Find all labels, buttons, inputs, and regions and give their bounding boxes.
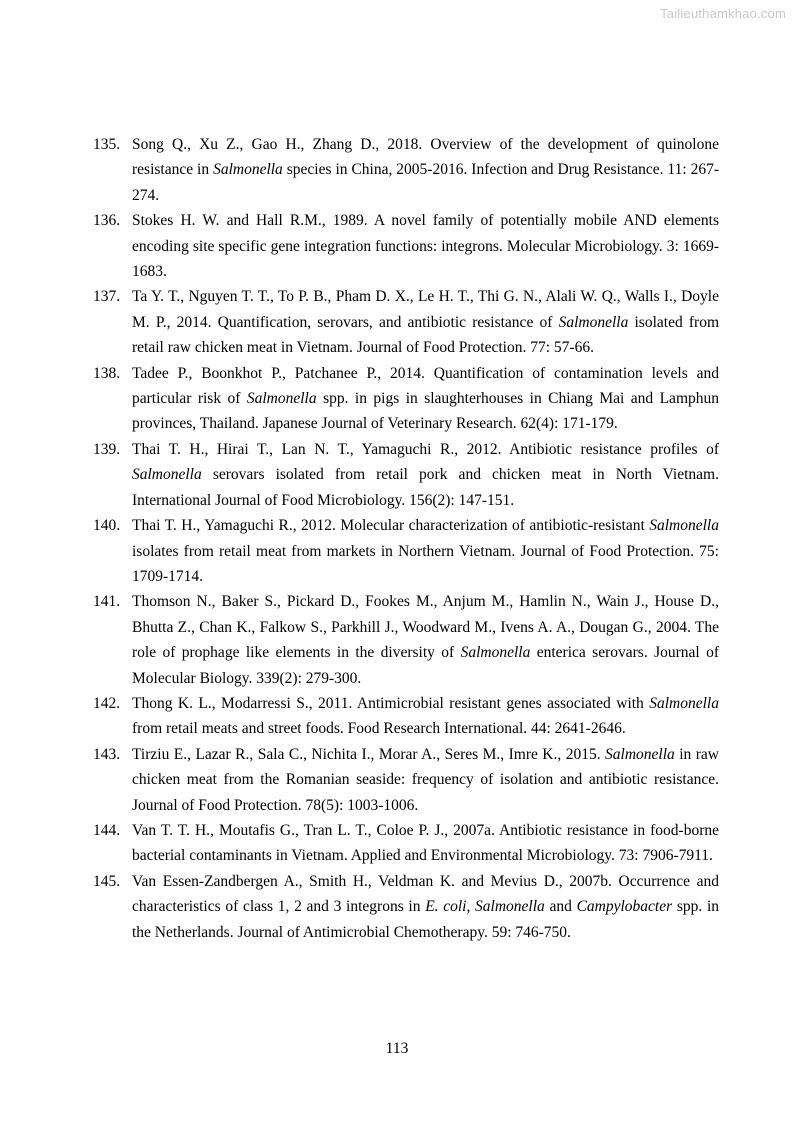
reference-text-segment: in raw chicken meat from the Romanian seaside: frequency of isolation and antibiotic resistance. Journal of Food Protection. 78(5): 1003-1006. xyxy=(132,745,719,814)
reference-item xyxy=(93,742,719,818)
reference-text xyxy=(132,593,719,686)
reference-text-segment: spp. in the Netherlands. Journal of Antimicrobial Chemotherapy. 59: 746-750. xyxy=(132,898,720,941)
reference-text-segment: Tirziu E., Lazar R., Sala C., Nichita I., Morar A., Seres M., Imre K., 2015. xyxy=(132,745,606,763)
reference-list xyxy=(93,132,719,945)
reference-number: 139. xyxy=(93,440,121,458)
reference-number: 142. xyxy=(93,694,121,712)
reference-text-segment: serovars isolated from retail pork and chicken meat in North Vietnam. International Journal of Food Microbiology. 156(2): 147-151. xyxy=(132,466,719,509)
reference-item xyxy=(93,691,719,742)
reference-text-segment: spp. in pigs in slaughterhouses in Chiang Mai and Lamphun provinces, Thailand. Japanese Journal of Veterinary Research. 62(4): 171-179. xyxy=(132,390,719,433)
italic-term: Salmonella xyxy=(132,466,202,484)
reference-text-segment: Ta Y. T., Nguyen T. T., To P. B., Pham D. X., Le H. T., Thi G. N., Alali W. Q., Walls I., Doyle M. P., 2014. Quantification, serovars, and antibiotic resistance of xyxy=(132,288,719,331)
reference-text xyxy=(132,746,719,814)
reference-text-segment: Tadee P., Boonkhot P., Patchanee P., 2014. Quantification of contamination levels and particular risk of xyxy=(132,364,719,408)
reference-item xyxy=(93,513,719,589)
reference-text-segment: Thai T. H., Yamaguchi R., 2012. Molecular characterization of antibiotic-resistant xyxy=(132,517,650,535)
reference-number: 140. xyxy=(93,517,121,535)
reference-item xyxy=(93,818,719,869)
reference-text-segment: isolates from retail meat from markets in Northern Vietnam. Journal of Food Protection. 75: 1709-1714. xyxy=(132,542,719,585)
reference-text-segment: Thai T. H., Hirai T., Lan N. T., Yamaguchi R., 2012. Antibiotic resistance profiles of xyxy=(132,440,719,458)
watermark-text: Tailieuthamkhao.com xyxy=(660,6,786,21)
reference-number: 144. xyxy=(93,821,121,839)
reference-text xyxy=(132,288,719,356)
italic-term: Salmonella xyxy=(460,644,531,662)
reference-text-segment: enterica serovars. Journal of Molecular Biology. 339(2): 279-300. xyxy=(132,644,719,687)
reference-text-segment: species in China, 2005-2016. Infection and Drug Resistance. 11: 267-274. xyxy=(132,161,719,204)
italic-term: Salmonella xyxy=(475,898,545,916)
reference-text-segment: Song Q., Xu Z., Gao H., Zhang D., 2018. Overview of the development of quinolone resistance in xyxy=(132,136,719,179)
reference-number: 145. xyxy=(93,872,121,890)
italic-term: Salmonella xyxy=(213,161,283,179)
reference-text xyxy=(132,136,719,204)
italic-term: Salmonella xyxy=(558,313,629,331)
reference-item xyxy=(93,132,719,208)
reference-number: 135. xyxy=(93,136,121,153)
reference-item xyxy=(93,284,719,360)
italic-term: Salmonella xyxy=(246,390,317,408)
reference-text-segment: Van Essen-Zandbergen A., Smith H., Veldman K. and Mevius D., 2007b. Occurrence and characteristics of class 1, 2 and 3 integrons in xyxy=(132,872,719,916)
italic-term: Salmonella xyxy=(649,517,719,535)
italic-term: Campylobacter xyxy=(576,898,673,916)
reference-number: 143. xyxy=(93,745,121,763)
reference-text xyxy=(132,822,719,864)
italic-term: Salmonella xyxy=(649,694,719,712)
reference-text xyxy=(132,365,719,433)
reference-text-segment: Thomson N., Baker S., Pickard D., Fookes M., Anjum M., Hamlin N., Wain J., House D., Bhutta Z., Chan K., Falkow S., Parkhill J., Woodward M., Ivens A. A., Dougan G., 2004. The role of prophage like elements in the diversity of xyxy=(132,593,719,662)
reference-text-segment: Stokes H. W. and Hall R.M., 1989. A novel family of potentially mobile AND elements encoding site specific gene integration functions: integrons. Molecular Microbiology. 3: 1669-1683. xyxy=(132,212,719,281)
reference-number: 136. xyxy=(93,212,121,230)
reference-item xyxy=(93,208,719,284)
reference-item xyxy=(93,589,719,691)
reference-text-segment: isolated from retail raw chicken meat in Vietnam. Journal of Food Protection. 77: 57-66. xyxy=(132,313,720,357)
reference-text-segment: , xyxy=(466,898,476,916)
italic-term: E. coli xyxy=(425,898,467,916)
reference-item xyxy=(93,869,719,945)
reference-number: 138. xyxy=(93,364,121,382)
page-number: 113 xyxy=(385,1040,409,1057)
italic-term: Salmonella xyxy=(605,745,675,763)
reference-number: 141. xyxy=(93,593,121,611)
reference-text xyxy=(132,441,719,509)
reference-text xyxy=(132,212,719,280)
reference-text-segment: Van T. T. H., Moutafis G., Tran L. T., Coloe P. J., 2007a. Antibiotic resistance in food-borne bacterial contaminants in Vietnam. Applied and Environmental Microbiology. 73: 7906-7911. xyxy=(132,821,719,865)
reference-text xyxy=(132,517,719,585)
reference-text-segment: and xyxy=(544,898,577,916)
reference-text xyxy=(132,695,719,737)
reference-item xyxy=(93,361,719,437)
reference-text-segment: Thong K. L., Modarressi S., 2011. Antimicrobial resistant genes associated with xyxy=(132,694,650,712)
reference-text-segment: from retail meats and street foods. Food Research International. 44: 2641-2646. xyxy=(132,720,626,738)
reference-item xyxy=(93,437,719,513)
reference-number: 137. xyxy=(93,288,121,306)
reference-text xyxy=(132,873,719,941)
